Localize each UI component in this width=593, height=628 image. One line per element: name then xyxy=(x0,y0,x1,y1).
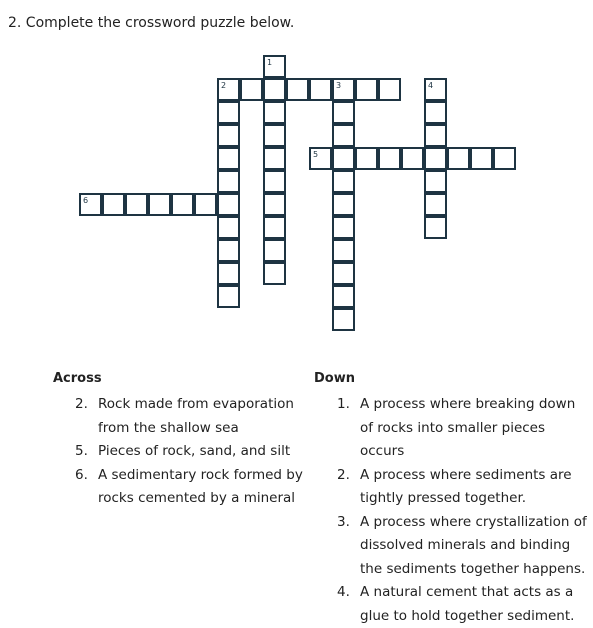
across-heading: Across xyxy=(53,371,102,386)
crossword-cell[interactable] xyxy=(217,239,240,262)
crossword-cell[interactable] xyxy=(424,216,447,239)
crossword-cell[interactable] xyxy=(217,216,240,239)
crossword-cell[interactable] xyxy=(332,101,355,124)
crossword-cell[interactable] xyxy=(332,308,355,331)
clue-number-label: 4 xyxy=(428,81,434,90)
clue-text: A natural cement that acts as a glue to hold together sediment. xyxy=(360,584,575,624)
clue-text: Rock made from evaporation from the shallow sea xyxy=(98,396,294,436)
down-clue-1 xyxy=(337,393,589,464)
crossword-cell[interactable] xyxy=(263,124,286,147)
crossword-cell[interactable] xyxy=(217,193,240,216)
crossword-cell[interactable] xyxy=(424,124,447,147)
crossword-cell[interactable] xyxy=(332,285,355,308)
crossword-cell[interactable] xyxy=(332,170,355,193)
crossword-cell[interactable] xyxy=(424,170,447,193)
clue-number: 3. xyxy=(337,513,350,530)
crossword-cell[interactable] xyxy=(470,147,493,170)
crossword-cell[interactable] xyxy=(424,147,447,170)
clue-number-label: 6 xyxy=(83,196,89,205)
crossword-cell[interactable] xyxy=(217,147,240,170)
clue-number-label: 3 xyxy=(336,81,342,90)
crossword-cell[interactable] xyxy=(401,147,424,170)
clue-number: 1. xyxy=(337,396,350,412)
across-clue-list xyxy=(75,393,305,511)
crossword-cell[interactable] xyxy=(424,101,447,124)
crossword-cell[interactable] xyxy=(332,124,355,147)
crossword-cell[interactable] xyxy=(447,147,470,170)
crossword-cell[interactable] xyxy=(493,147,516,170)
crossword-cell[interactable] xyxy=(355,78,378,101)
clue-number: 2. xyxy=(337,466,350,483)
across-clue-2 xyxy=(75,393,305,440)
crossword-cell[interactable] xyxy=(332,239,355,262)
crossword-cell[interactable] xyxy=(332,193,355,216)
down-clue-3 xyxy=(337,511,589,582)
clue-number-label: 1 xyxy=(267,58,273,67)
crossword-cell[interactable] xyxy=(263,193,286,216)
clue-number: 4. xyxy=(337,584,350,600)
crossword-cell[interactable] xyxy=(194,193,217,216)
clue-text: A process where breaking down of rocks into smaller pieces occurs xyxy=(360,396,576,459)
crossword-cell[interactable] xyxy=(263,78,286,101)
across-clue-5 xyxy=(75,440,305,464)
down-clue-list xyxy=(337,393,589,628)
clue-text: A process where sediments are tightly pressed together. xyxy=(360,466,572,506)
crossword-cell[interactable] xyxy=(263,170,286,193)
crossword-cell[interactable] xyxy=(309,78,332,101)
crossword-cell[interactable] xyxy=(217,170,240,193)
crossword-cell[interactable] xyxy=(102,193,125,216)
crossword-cell[interactable] xyxy=(378,78,401,101)
crossword-cell[interactable] xyxy=(378,147,401,170)
crossword-cell[interactable] xyxy=(217,285,240,308)
crossword-cell[interactable] xyxy=(263,262,286,285)
clue-number: 2. xyxy=(75,396,88,412)
down-clue-4 xyxy=(337,581,589,628)
clue-number-label: 2 xyxy=(221,81,227,90)
crossword-cell[interactable] xyxy=(217,101,240,124)
crossword-cell[interactable] xyxy=(263,216,286,239)
crossword-cell[interactable] xyxy=(217,124,240,147)
down-clue-2 xyxy=(337,464,589,511)
crossword-cell[interactable] xyxy=(355,147,378,170)
crossword-cell[interactable] xyxy=(263,239,286,262)
crossword-cell[interactable] xyxy=(125,193,148,216)
crossword-cell[interactable] xyxy=(332,216,355,239)
crossword-cell[interactable] xyxy=(240,78,263,101)
clue-text: Pieces of rock, sand, and silt xyxy=(98,443,291,459)
clue-number: 6. xyxy=(75,466,88,483)
across-clue-6 xyxy=(75,464,305,511)
crossword-cell[interactable] xyxy=(217,262,240,285)
crossword-cell[interactable] xyxy=(263,147,286,170)
question-title: 2. Complete the crossword puzzle below. xyxy=(8,15,295,31)
crossword-cell[interactable] xyxy=(148,193,171,216)
clue-text: A process where crystallization of dissolved minerals and binding the sediments together happens. xyxy=(360,513,587,577)
crossword-cell[interactable] xyxy=(424,193,447,216)
crossword-cell[interactable] xyxy=(171,193,194,216)
crossword-cell[interactable] xyxy=(332,147,355,170)
down-heading: Down xyxy=(314,371,355,386)
crossword-cell[interactable] xyxy=(286,78,309,101)
clue-number-label: 5 xyxy=(313,150,319,159)
crossword-cell[interactable] xyxy=(263,101,286,124)
clue-text: A sedimentary rock formed by rocks cemented by a mineral xyxy=(98,466,303,506)
clue-number: 5. xyxy=(75,443,88,459)
crossword-cell[interactable] xyxy=(332,262,355,285)
